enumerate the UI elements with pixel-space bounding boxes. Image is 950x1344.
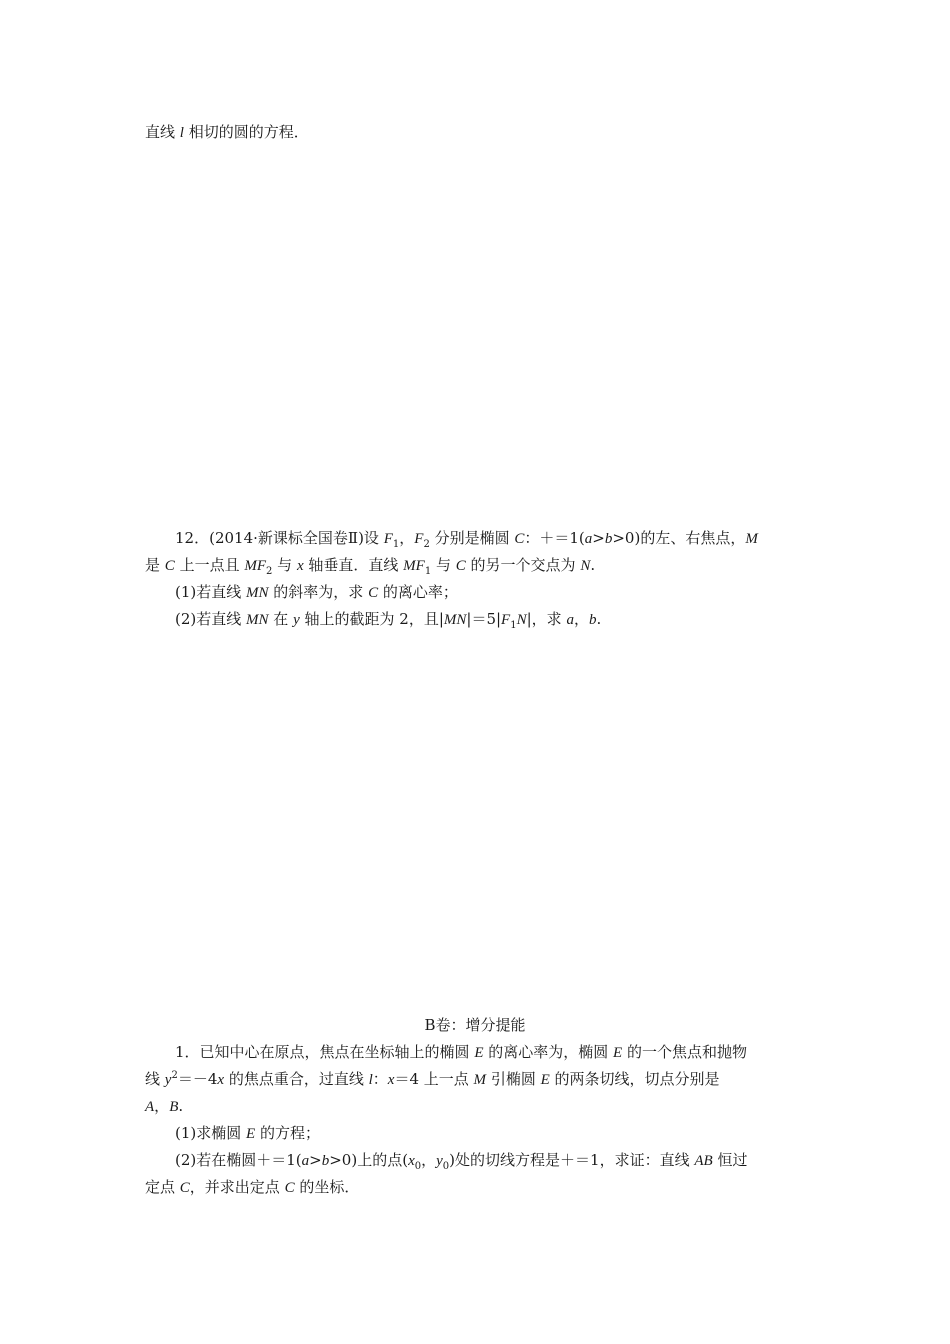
math-index: 0 xyxy=(414,1161,422,1172)
text-run: 的方程； xyxy=(255,1124,320,1142)
text-run: ， xyxy=(573,610,589,628)
text-run: 的斜率为，求 xyxy=(268,583,369,601)
math-symbol: l xyxy=(179,125,184,141)
math-symbol: b xyxy=(588,612,597,628)
text-run: 分别是椭圆 xyxy=(429,529,515,547)
text-run: )处的切线方程是＋＝1，求证：直线 xyxy=(449,1151,695,1169)
b-problem-1-line-6 xyxy=(145,1177,359,1198)
text-run: >0)的左、右焦点， xyxy=(612,529,746,547)
text-run: ，并求出定点 xyxy=(189,1178,285,1196)
text-run: 12．(2014·新课标全国卷Ⅱ)设 xyxy=(175,529,384,547)
math-symbol: b xyxy=(604,531,613,547)
math-symbol: C xyxy=(284,1180,295,1196)
text-run: 的焦点重合，过直线 xyxy=(224,1070,369,1088)
text-run: > xyxy=(309,1151,322,1169)
math-symbol: MN xyxy=(246,585,269,601)
math-symbol: M xyxy=(745,531,758,547)
math-index: 2 xyxy=(423,539,430,550)
text-run: 的两条切线，切点分别是 xyxy=(549,1070,720,1088)
text-run: 的坐标． xyxy=(294,1178,360,1196)
math-symbol: F xyxy=(501,612,511,628)
math-symbol: C xyxy=(368,585,379,601)
text-run: 轴上的截距为 2，且| xyxy=(299,610,444,628)
math-index: 2 xyxy=(266,566,273,577)
math-symbol: E xyxy=(246,1126,256,1142)
text-run: >0)上的点( xyxy=(329,1151,409,1169)
b-problem-1-part-1 xyxy=(175,1123,320,1144)
b-problem-1-line-3 xyxy=(145,1096,183,1117)
text-run: 是 xyxy=(145,556,165,574)
math-symbol: y xyxy=(164,1072,172,1088)
text-run: 引椭圆 xyxy=(486,1070,541,1088)
math-symbol: a xyxy=(566,612,574,628)
intro-line xyxy=(145,122,309,143)
math-symbol: C xyxy=(179,1180,190,1196)
text-run: (2)若在椭圆＋＝1( xyxy=(175,1151,302,1169)
math-symbol: C xyxy=(164,558,175,574)
math-symbol: E xyxy=(613,1045,623,1061)
math-index: 0 xyxy=(442,1161,450,1172)
text-run: . xyxy=(178,1097,184,1115)
text-run: 与 xyxy=(431,556,456,574)
problem-12-line-1 xyxy=(175,528,758,549)
b-problem-1-part-2 xyxy=(175,1150,747,1171)
b-problem-1-line-2 xyxy=(145,1069,720,1090)
math-index: 1 xyxy=(510,620,517,631)
math-symbol: MF xyxy=(244,558,267,574)
text-run: ＝－4 xyxy=(177,1070,218,1088)
text-run: 轴垂直．直线 xyxy=(303,556,404,574)
text-run: 的离心率为，椭圆 xyxy=(483,1043,614,1061)
text-run: 1．已知中心在原点，焦点在坐标轴上的椭圆 xyxy=(175,1043,475,1061)
math-symbol: y xyxy=(436,1153,443,1169)
math-symbol: x xyxy=(387,1072,395,1088)
math-index: 2 xyxy=(171,1070,178,1081)
problem-12-part-1 xyxy=(175,582,458,603)
text-run: ： xyxy=(372,1070,388,1088)
math-symbol: x xyxy=(408,1153,415,1169)
math-symbol: MN xyxy=(246,612,269,628)
math-symbol: F xyxy=(414,531,424,547)
text-run: 的另一个交点为 xyxy=(465,556,581,574)
math-symbol: A xyxy=(145,1099,155,1115)
math-symbol: y xyxy=(293,612,300,628)
text-run: 的离心率； xyxy=(378,583,458,601)
text-run: 线 xyxy=(145,1070,165,1088)
text-run: 恒过 xyxy=(712,1151,748,1169)
text-run: > xyxy=(592,529,605,547)
math-symbol: N xyxy=(516,612,527,628)
text-run: 定点 xyxy=(145,1178,180,1196)
text-run: . xyxy=(596,610,602,628)
text-run: 上一点且 xyxy=(174,556,245,574)
text-run: 在 xyxy=(268,610,294,628)
math-symbol: B xyxy=(169,1099,179,1115)
text-run: 相切的圆的方程． xyxy=(183,123,309,141)
text-run: 直线 xyxy=(145,123,180,141)
text-run: ， xyxy=(399,529,415,547)
math-symbol: MF xyxy=(403,558,425,574)
text-run: . xyxy=(590,556,596,574)
problem-12-line-2 xyxy=(145,555,595,576)
math-symbol: x xyxy=(296,558,304,574)
math-index: 1 xyxy=(392,539,400,550)
text-run: (2)若直线 xyxy=(175,610,247,628)
text-run: ， xyxy=(421,1151,437,1169)
math-symbol: l xyxy=(368,1072,373,1088)
text-run: (1)求椭圆 xyxy=(175,1124,247,1142)
text-run: ＝4 上一点 xyxy=(394,1070,474,1088)
text-run: |，求 xyxy=(526,610,567,628)
text-run: (1)若直线 xyxy=(175,583,247,601)
problem-12-part-2 xyxy=(175,609,601,630)
math-symbol: C xyxy=(455,558,466,574)
math-symbol: x xyxy=(217,1072,225,1088)
math-symbol: M xyxy=(473,1072,487,1088)
math-symbol: C xyxy=(514,531,525,547)
math-symbol: E xyxy=(540,1072,550,1088)
math-symbol: E xyxy=(474,1045,484,1061)
text-run: 与 xyxy=(272,556,297,574)
math-symbol: AB xyxy=(694,1153,713,1169)
math-index: 1 xyxy=(424,566,432,577)
math-symbol: N xyxy=(580,558,591,574)
math-symbol: b xyxy=(321,1153,330,1169)
text-run: 的一个焦点和抛物 xyxy=(622,1043,747,1061)
text-run: ， xyxy=(154,1097,170,1115)
math-symbol: a xyxy=(301,1153,310,1169)
math-symbol: MN xyxy=(443,612,467,628)
b-problem-1-line-1 xyxy=(175,1042,747,1063)
section-b-title: B卷：增分提能 xyxy=(424,1016,526,1034)
text-run: ：＋＝1( xyxy=(524,529,585,547)
math-symbol: a xyxy=(584,531,593,547)
math-symbol: F xyxy=(383,531,393,547)
text-run: |＝5| xyxy=(466,610,502,628)
